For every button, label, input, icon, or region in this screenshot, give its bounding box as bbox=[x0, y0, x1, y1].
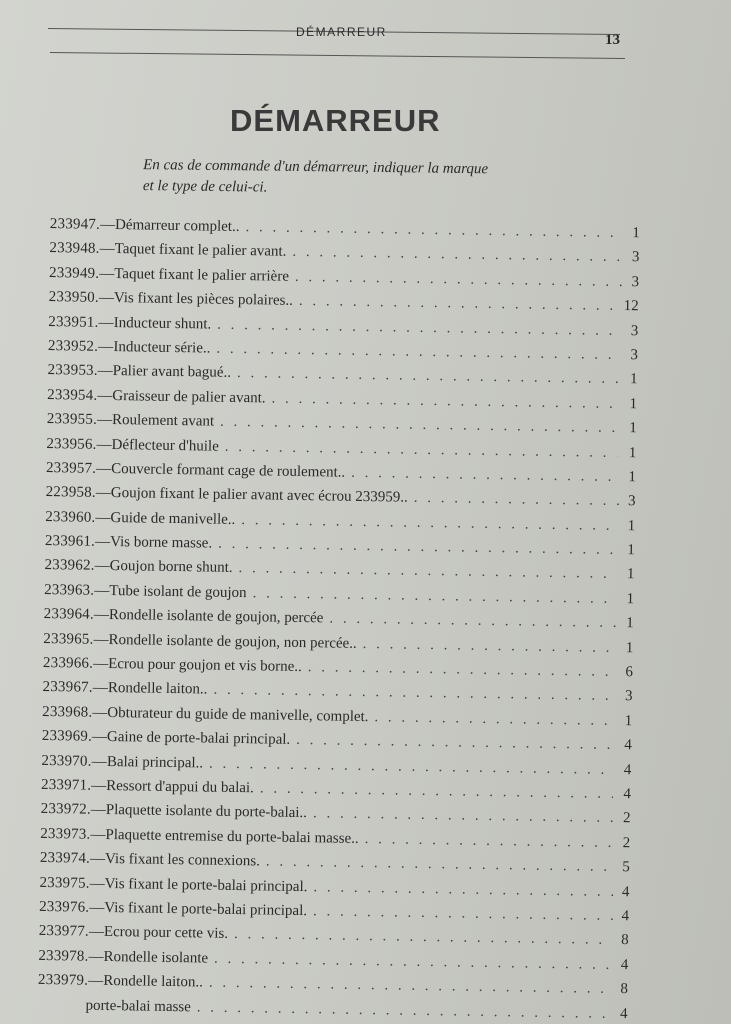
part-description: Vis borne masse. bbox=[110, 534, 213, 552]
order-note-line-2: et le type de celui-ci. bbox=[142, 178, 268, 196]
part-quantity: 4 bbox=[623, 786, 632, 803]
part-quantity: 8 bbox=[621, 932, 629, 949]
section-title: DÉMARREUR bbox=[230, 103, 441, 138]
part-quantity: 4 bbox=[621, 883, 630, 900]
page-number: 13 bbox=[605, 32, 620, 48]
part-reference: 233956. bbox=[46, 435, 97, 453]
part-description: Couvercle formant cage de roulement.. bbox=[111, 460, 346, 481]
part-reference: 233979. bbox=[37, 972, 89, 989]
part-quantity: 1 bbox=[632, 225, 640, 242]
running-title: DÉMARREUR bbox=[296, 25, 387, 39]
part-description: Ressort d'appui du balai. bbox=[106, 777, 255, 797]
part-reference: 233949. bbox=[48, 264, 100, 282]
part-description: Rondelle isolante bbox=[103, 948, 209, 967]
separator-dash: — bbox=[97, 363, 113, 380]
separator-dash: — bbox=[93, 631, 109, 648]
separator-dash: — bbox=[99, 241, 115, 258]
header-rule-bottom bbox=[50, 52, 625, 59]
part-description: Vis fixant les pièces polaires.. bbox=[113, 290, 294, 309]
dot-leader bbox=[313, 903, 613, 925]
part-description: Taquet fixant le palier avant. bbox=[114, 241, 287, 261]
separator-dash: — bbox=[93, 655, 109, 672]
separator-dash: — bbox=[91, 728, 108, 746]
part-reference: 233967. bbox=[42, 679, 93, 697]
part-quantity: 12 bbox=[623, 298, 639, 315]
part-description: porte-balai masse bbox=[85, 997, 192, 1015]
part-description: Balai principal.. bbox=[106, 753, 204, 772]
part-quantity: 1 bbox=[629, 420, 637, 437]
dot-leader bbox=[245, 219, 621, 242]
part-quantity: 6 bbox=[625, 664, 634, 681]
part-reference: 233975. bbox=[39, 874, 90, 892]
separator-dash: — bbox=[90, 802, 106, 819]
part-description: Rondelle laiton.. bbox=[103, 973, 204, 991]
separator-dash: — bbox=[98, 314, 114, 331]
part-quantity: 1 bbox=[626, 615, 634, 632]
separator-dash: — bbox=[98, 289, 114, 307]
part-description: Plaquette isolante du porte-balai.. bbox=[105, 802, 308, 822]
parts-list bbox=[37, 216, 640, 1024]
separator-dash: — bbox=[91, 753, 107, 770]
part-description: Guide de manivelle.. bbox=[110, 509, 236, 528]
part-reference: 233974. bbox=[39, 850, 91, 867]
part-quantity: 1 bbox=[629, 395, 638, 412]
dot-leader bbox=[365, 831, 617, 852]
part-reference: 233970. bbox=[41, 752, 92, 770]
order-note bbox=[143, 155, 623, 203]
separator-dash: — bbox=[94, 533, 111, 551]
separator-dash: — bbox=[98, 338, 114, 355]
separator-dash: — bbox=[99, 216, 116, 234]
part-quantity: 1 bbox=[629, 371, 638, 388]
part-reference: 233960. bbox=[45, 508, 96, 526]
part-description: Palier avant bagué.. bbox=[112, 363, 232, 382]
part-reference: 233950. bbox=[48, 289, 100, 306]
part-reference: 233957. bbox=[45, 459, 97, 477]
separator-dash: — bbox=[88, 972, 104, 990]
part-quantity: 3 bbox=[630, 347, 639, 364]
part-quantity: 1 bbox=[626, 590, 635, 608]
dot-leader bbox=[329, 611, 618, 633]
part-quantity: 8 bbox=[620, 981, 629, 998]
dot-leader bbox=[299, 293, 618, 315]
part-description: Rondelle laiton.. bbox=[107, 680, 208, 698]
separator-dash: — bbox=[89, 850, 106, 868]
part-reference: 223958. bbox=[45, 484, 96, 502]
part-description: Goujon borne shunt. bbox=[109, 558, 233, 577]
part-quantity: 1 bbox=[627, 542, 635, 559]
part-description: Rondelle isolante de goujon, percée bbox=[108, 607, 324, 627]
part-reference: 233964. bbox=[43, 606, 95, 623]
part-quantity: 4 bbox=[623, 761, 632, 778]
separator-dash: — bbox=[88, 948, 104, 965]
separator-dash: — bbox=[97, 387, 113, 404]
dot-leader bbox=[296, 732, 615, 754]
part-reference: 233973. bbox=[40, 825, 91, 843]
part-quantity: 1 bbox=[626, 566, 635, 583]
part-quantity: 1 bbox=[628, 444, 637, 461]
separator-dash: — bbox=[95, 485, 111, 502]
separator-dash: — bbox=[95, 509, 111, 526]
part-reference: 233948. bbox=[49, 240, 100, 258]
separator-dash: — bbox=[92, 680, 108, 697]
separator-dash: — bbox=[99, 265, 115, 282]
part-quantity: 2 bbox=[622, 834, 631, 851]
part-reference: 233952. bbox=[47, 337, 99, 355]
separator-dash: — bbox=[89, 875, 105, 892]
part-reference: 233966. bbox=[42, 654, 94, 672]
part-reference: 233969. bbox=[41, 728, 93, 745]
part-quantity: 4 bbox=[619, 1005, 628, 1022]
dot-leader bbox=[363, 636, 619, 657]
part-reference: 233976. bbox=[39, 898, 90, 916]
part-description: Inducteur shunt. bbox=[113, 314, 212, 333]
part-reference: 233971. bbox=[40, 776, 92, 794]
part-quantity: 1 bbox=[627, 517, 636, 534]
part-description: Tube isolant de goujon bbox=[109, 582, 247, 601]
part-quantity: 4 bbox=[624, 737, 632, 754]
part-reference: 233955. bbox=[46, 411, 98, 428]
part-reference bbox=[38, 1008, 70, 1009]
part-reference: 233962. bbox=[44, 557, 95, 575]
part-quantity: 1 bbox=[625, 639, 634, 656]
part-quantity: 1 bbox=[624, 712, 633, 730]
part-quantity: 4 bbox=[620, 956, 629, 973]
part-reference: 233954. bbox=[47, 386, 98, 404]
separator-dash: — bbox=[90, 826, 106, 843]
part-reference: 233965. bbox=[43, 630, 94, 648]
part-quantity: 2 bbox=[622, 810, 631, 827]
dot-leader bbox=[351, 465, 621, 486]
separator-dash: — bbox=[92, 704, 108, 721]
separator-dash: — bbox=[88, 924, 105, 941]
part-reference: 233961. bbox=[44, 533, 96, 550]
dot-leader bbox=[374, 709, 618, 730]
separator-dash: — bbox=[94, 582, 110, 599]
part-description: Goujon fixant le palier avant avec écrou 233959.. bbox=[110, 485, 408, 506]
part-quantity: 3 bbox=[631, 273, 640, 291]
dot-leader bbox=[308, 659, 617, 681]
separator-dash: — bbox=[93, 606, 110, 624]
part-description: Roulement avant bbox=[111, 412, 215, 430]
separator-dash: — bbox=[96, 460, 112, 477]
dot-leader bbox=[313, 879, 613, 901]
part-quantity: 5 bbox=[622, 859, 630, 876]
part-quantity: 3 bbox=[631, 249, 640, 266]
part-reference: 233972. bbox=[40, 801, 91, 819]
part-description: Plaquette entremise du porte-balai masse.. bbox=[105, 826, 359, 847]
part-description: Inducteur série.. bbox=[113, 338, 211, 357]
separator-dash: — bbox=[94, 558, 110, 575]
part-description: Ecrou pour cette vis. bbox=[103, 924, 229, 943]
part-reference: 233947. bbox=[49, 216, 101, 233]
dot-leader bbox=[313, 806, 615, 828]
part-reference: 233953. bbox=[47, 362, 98, 380]
dot-leader bbox=[414, 490, 623, 510]
part-description: Vis fixant les connexions. bbox=[104, 851, 261, 870]
part-quantity: 3 bbox=[627, 493, 636, 510]
part-reference: 233977. bbox=[38, 923, 90, 941]
part-description: Rondelle isolante de goujon, non percée.. bbox=[108, 631, 357, 652]
part-quantity: 1 bbox=[628, 469, 637, 486]
part-reference: 233963. bbox=[44, 581, 95, 599]
part-description: Gaine de porte-balai principal. bbox=[106, 729, 291, 749]
part-description: Taquet fixant le palier arrière bbox=[114, 265, 290, 285]
part-reference: 233968. bbox=[42, 703, 93, 721]
part-description: Vis fixant le porte-balai principal. bbox=[104, 875, 308, 895]
separator-dash: — bbox=[96, 411, 113, 429]
part-description: Démarreur complet.. bbox=[114, 217, 240, 235]
part-quantity: 3 bbox=[630, 322, 639, 339]
part-reference: 233951. bbox=[48, 313, 99, 331]
part-description: Déflecteur d'huile bbox=[111, 436, 219, 455]
part-description: Obturateur du guide de manivelle, complet. bbox=[107, 704, 369, 725]
separator-dash: — bbox=[91, 777, 107, 794]
part-reference: 233978. bbox=[38, 947, 89, 965]
separator-dash: — bbox=[96, 436, 112, 453]
part-description: Vis fixant le porte-balai principal. bbox=[104, 899, 308, 920]
part-quantity: 3 bbox=[624, 688, 633, 705]
order-note-line-1: En cas de commande d'un démarreur, indiquer la marque bbox=[143, 157, 489, 178]
part-description: Ecrou pour goujon et vis borne.. bbox=[108, 656, 302, 676]
part-description: Graisseur de palier avant. bbox=[112, 387, 266, 407]
part-quantity: 4 bbox=[621, 908, 630, 925]
separator-dash: — bbox=[89, 899, 105, 916]
